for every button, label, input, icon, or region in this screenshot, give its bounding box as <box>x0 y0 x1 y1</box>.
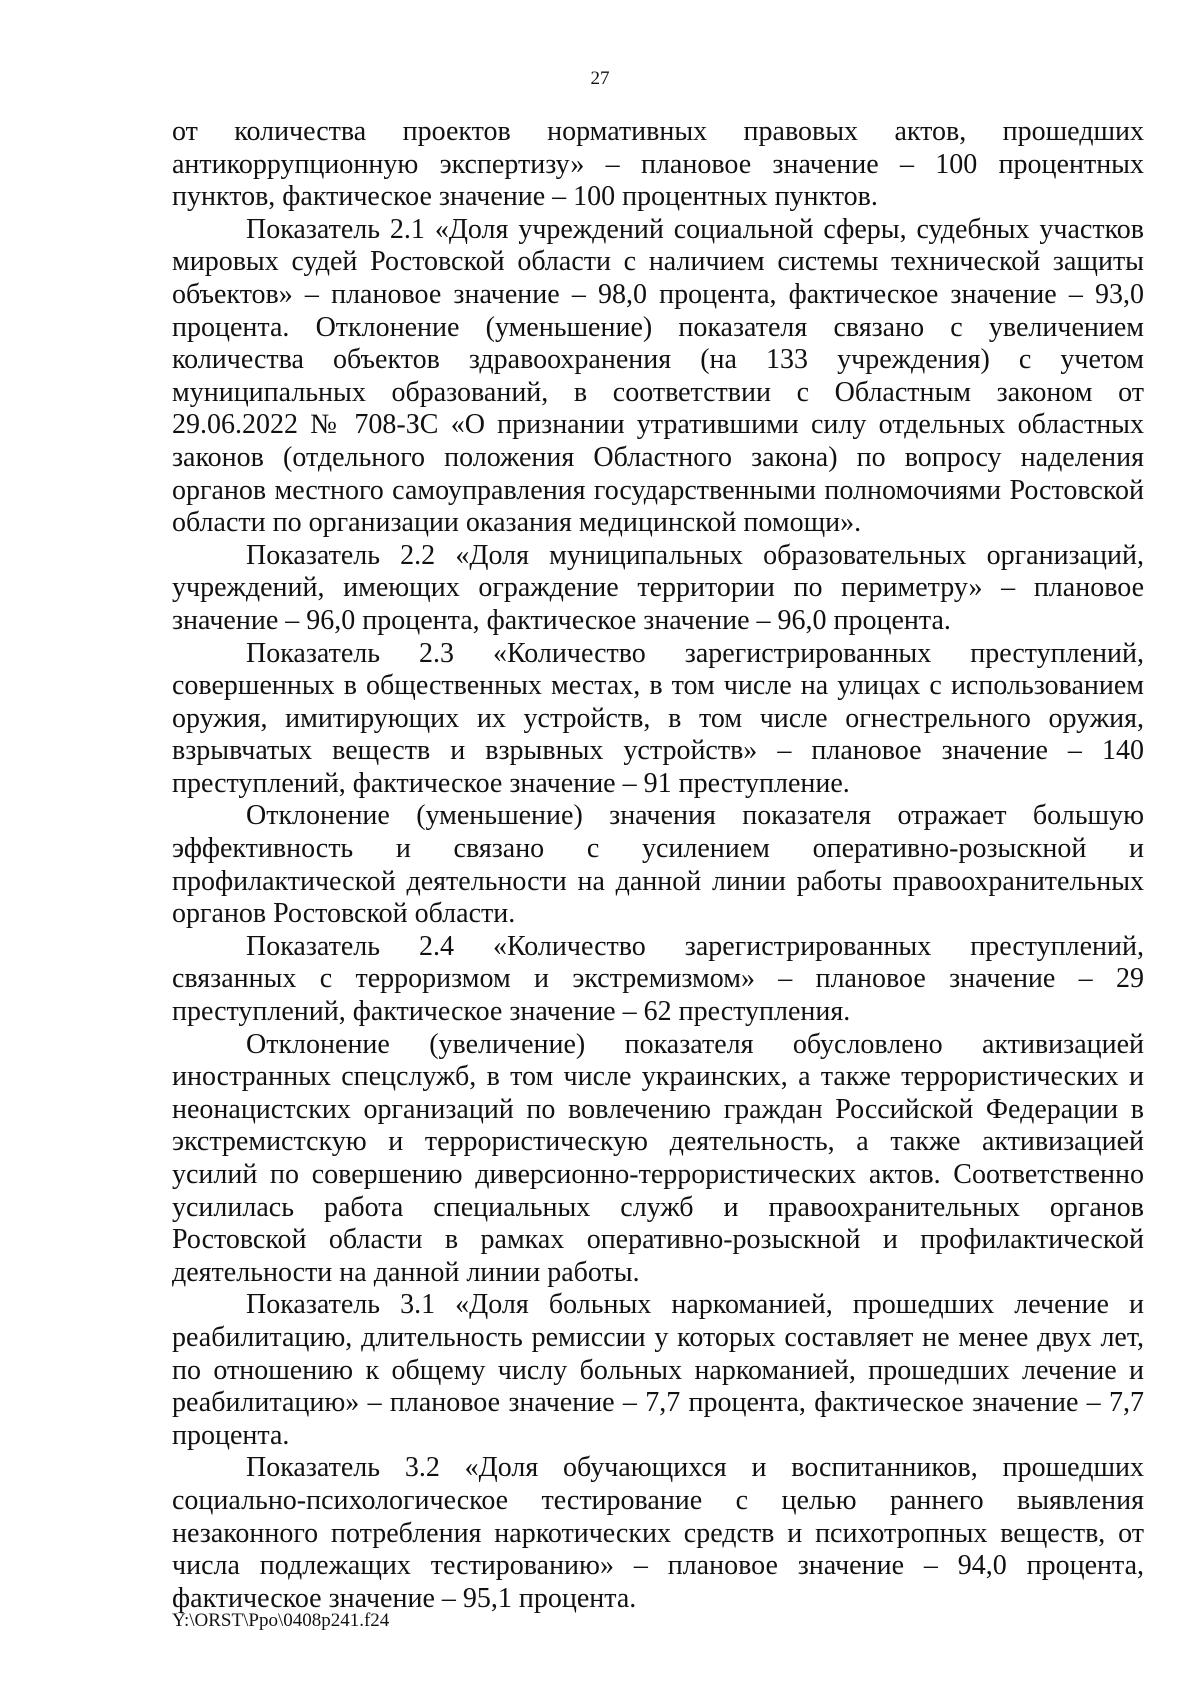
paragraph-deviation-2-3: Отклонение (уменьшение) значения показателя отражает большую эффективность и связано с усилением оперативно-розыскной и профилактической деятельности на данной линии работы правоохранительных органов Ростовской области. <box>172 800 1144 930</box>
paragraph-continuation: от количества проектов нормативных правовых актов, прошедших антикоррупционную экспертизу» – плановое значение – 100 процентных пунктов, фактическое значение – 100 процентных пунктов. <box>172 116 1144 213</box>
paragraph-indicator-2-1: Показатель 2.1 «Доля учреждений социальной сферы, судебных участков мировых судей Ростовской области с наличием системы технической защиты объектов» – плановое значение – 98,0 процента, фактическое значение – 93,0 процента. Отклонение (уменьшение) показателя связано с увеличением количества объектов здравоохранения (на 133 учреждения) с учетом муниципальных образований, в соответствии с Областным законом от 29.06.2022 № 708-ЗС «О признании утратившими силу отдельных областных законов (отдельного положения Областного закона) по вопросу наделения органов местного самоуправления государственными полномочиями Ростовской области по организации оказания медицинской помощи». <box>172 213 1144 539</box>
footer-file-path: Y:\ORST\Ppo\0408p241.f24 <box>172 1610 390 1631</box>
document-body <box>172 116 1144 1615</box>
paragraph-deviation-2-4: Отклонение (увеличение) показателя обусловлено активизацией иностранных спецслужб, в том числе украинских, а также террористических и неонацистских организаций по вовлечению граждан Российской Федерации в экстремистскую и террористическую деятельность, а также активизацией усилий по совершению диверсионно-террористических актов. Соответственно усилилась работа специальных служб и правоохранительных органов Ростовской области в рамках оперативно-розыскной и профилактической деятельности на данной линии работы. <box>172 1028 1144 1288</box>
paragraph-indicator-3-1: Показатель 3.1 «Доля больных наркоманией, прошедших лечение и реабилитацию, длительность ремиссии у которых составляет не менее двух лет, по отношению к общему числу больных наркоманией, прошедших лечение и реабилитацию» – плановое значение – 7,7 процента, фактическое значение – 7,7 процента. <box>172 1289 1144 1451</box>
paragraph-indicator-2-4: Показатель 2.4 «Количество зарегистрированных преступлений, связанных с терроризмом и экстремизмом» – плановое значение – 29 преступлений, фактическое значение – 62 преступления. <box>172 930 1144 1028</box>
paragraph-indicator-3-2: Показатель 3.2 «Доля обучающихся и воспитанников, прошедших социально-психологическое тестирование с целью раннего выявления незаконного потребления наркотических средств и психотропных веществ, от числа подлежащих тестированию» – плановое значение – 94,0 процента, фактическое значение – 95,1 процента. <box>172 1452 1144 1614</box>
paragraph-indicator-2-3: Показатель 2.3 «Количество зарегистрированных преступлений, совершенных в общественных местах, в том числе на улицах с использованием оружия, имитирующих их устройств, в том числе огнестрельного оружия, взрывчатых веществ и взрывных устройств» – плановое значение – 140 преступлений, фактическое значение – 91 преступление. <box>172 637 1144 799</box>
paragraph-indicator-2-2: Показатель 2.2 «Доля муниципальных образовательных организаций, учреждений, имеющих ограждение территории по периметру» – плановое значение – 96,0 процента, фактическое значение – 96,0 процента. <box>172 539 1144 636</box>
page-number: 27 <box>590 68 610 89</box>
